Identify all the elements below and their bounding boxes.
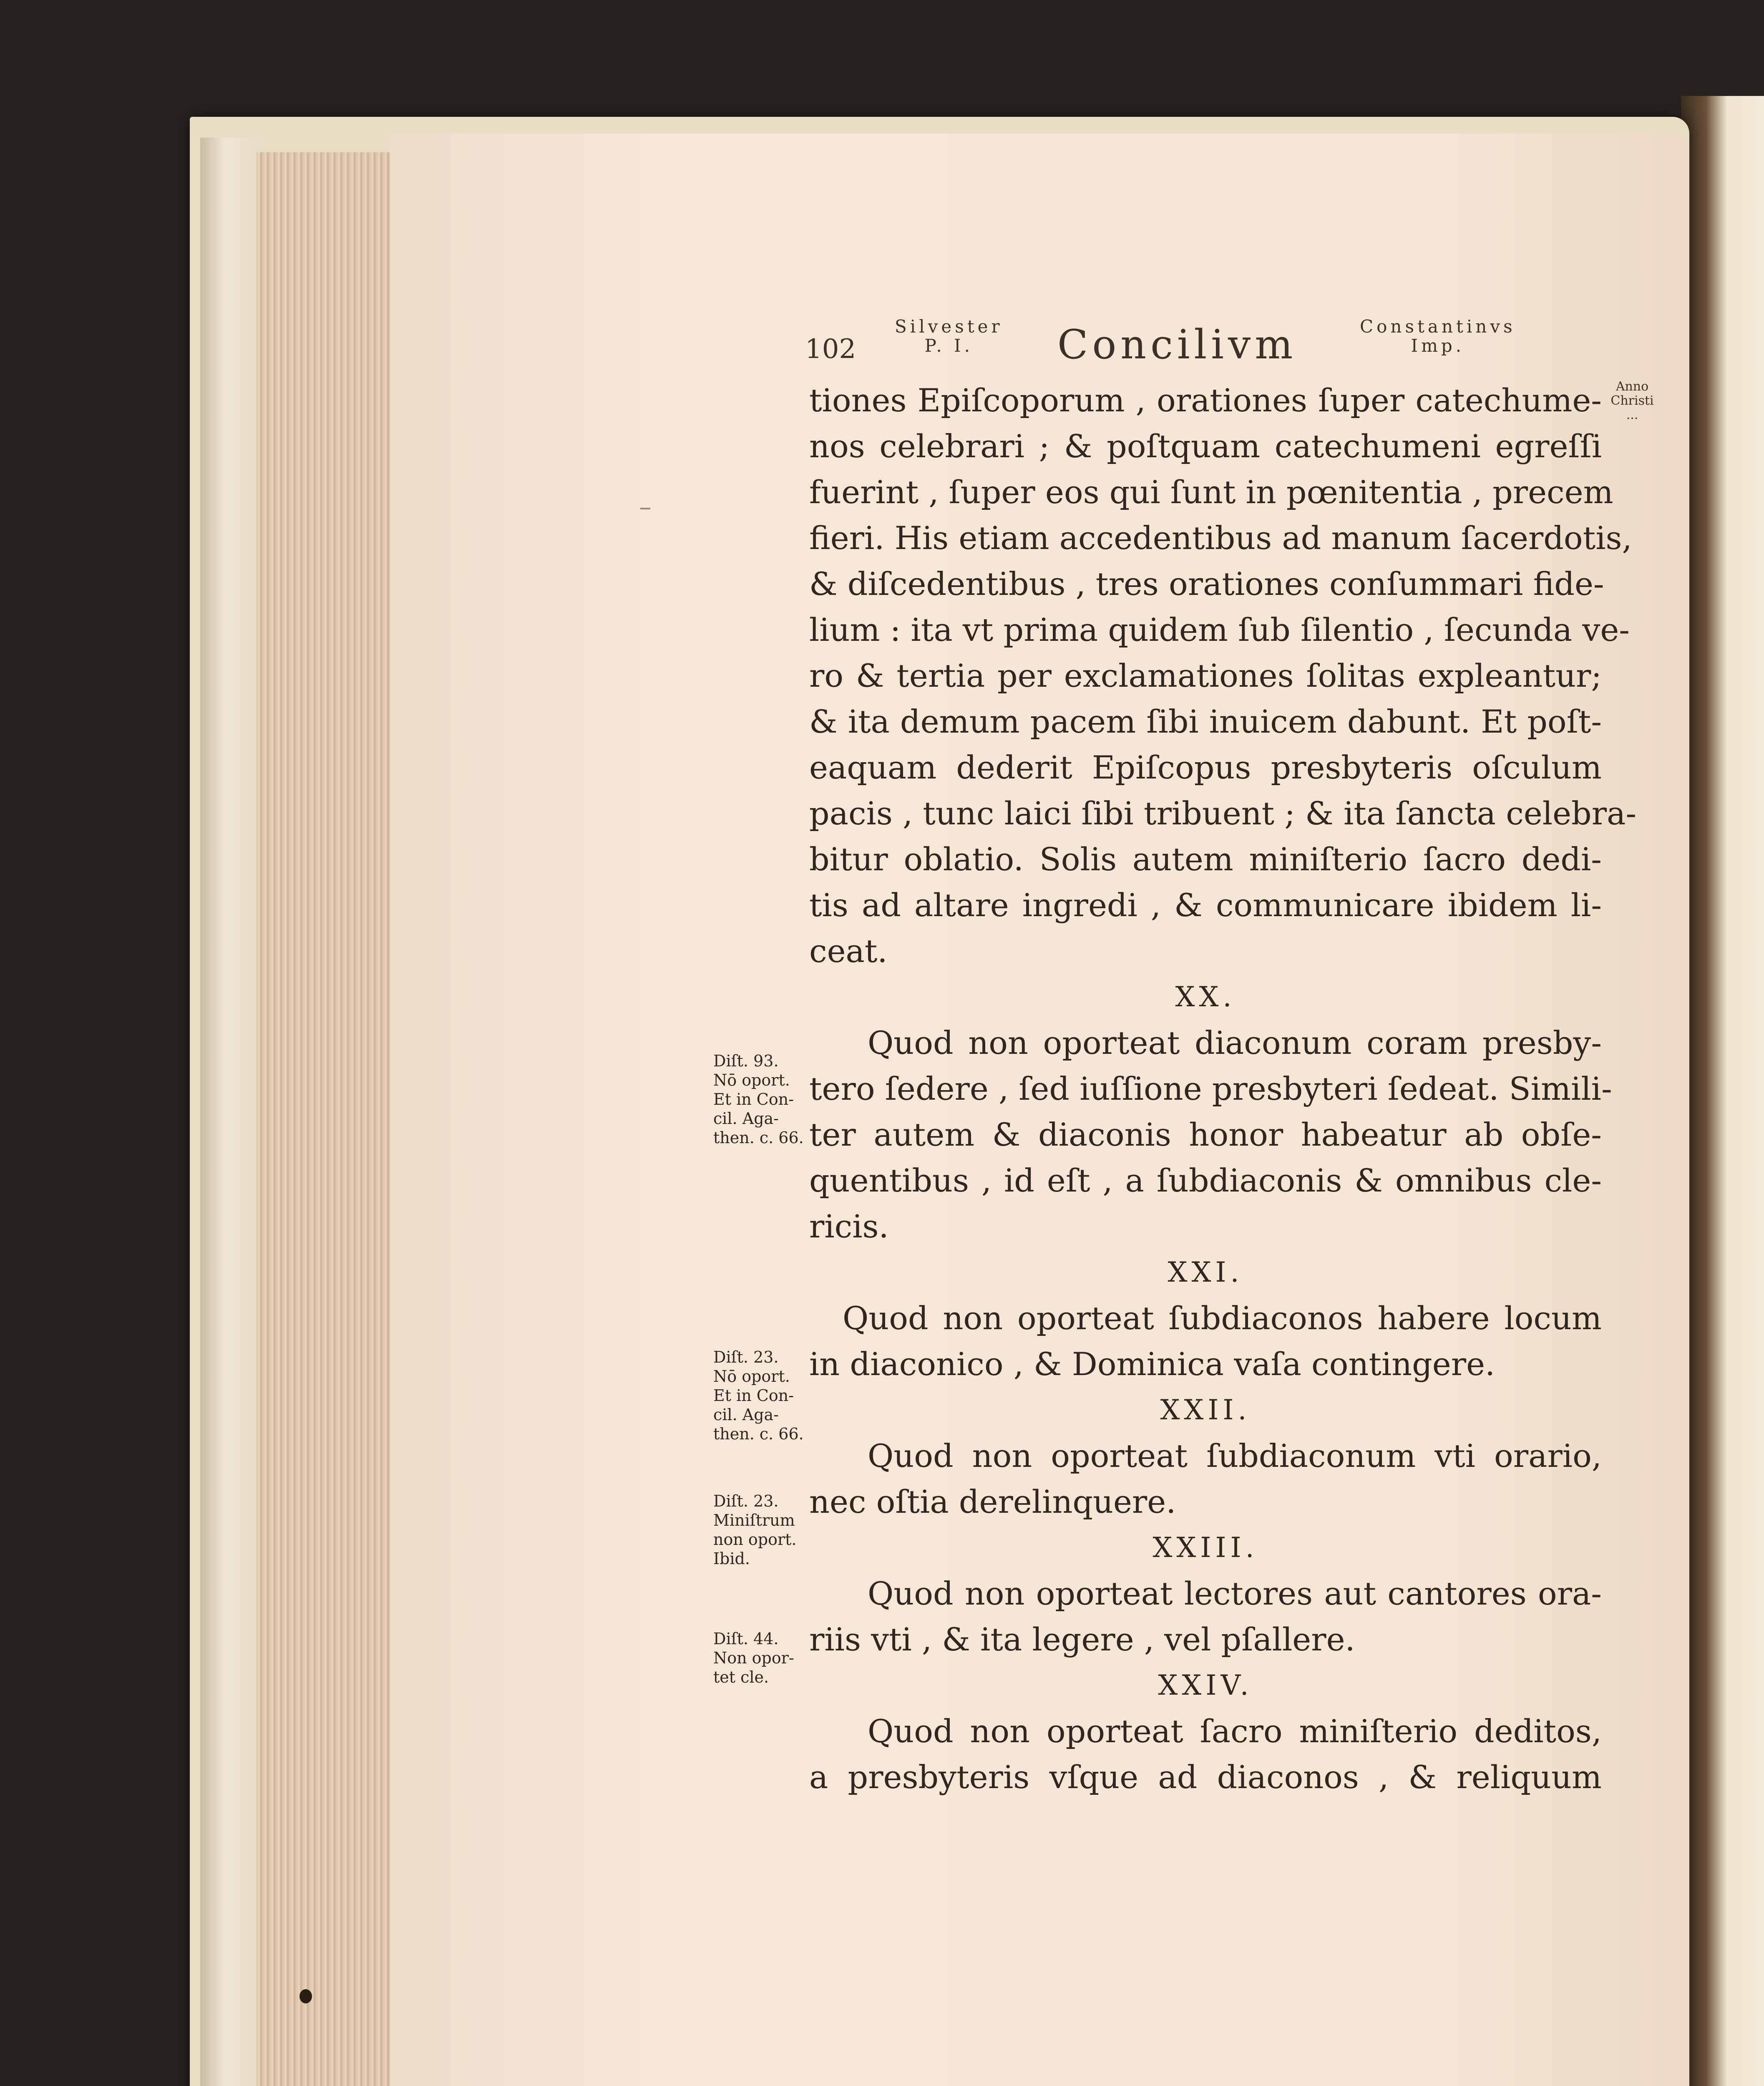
head-right-line2: Imp. — [1411, 335, 1465, 356]
head-title: Concilivm — [1057, 321, 1297, 368]
text-line: fuerint , ſuper eos qui ſunt in pœnitentia , precem — [809, 474, 1613, 511]
canon-22-line: nec oſtia derelinquere. — [809, 1483, 1176, 1520]
canon-20-line: ricis. — [809, 1208, 889, 1245]
margin-note-line: Ibid. — [713, 1549, 750, 1568]
margin-mark — [640, 508, 650, 509]
head-left — [895, 317, 1003, 355]
margin-note-line: non oport. — [713, 1530, 797, 1549]
canon-24-line: Quod non oporteat ſacro miniſterio deditos, — [868, 1713, 1602, 1750]
canon-20-line: tero ſedere , ſed iuſſione presbyteri ſedeat. Simili- — [809, 1070, 1612, 1107]
canon-23-line: riis vti , & ita legere , vel pſallere. — [809, 1621, 1355, 1658]
text-line: ceat. — [809, 932, 888, 970]
text-line: & ita demum pacem ſibi inuicem dabunt. Et poſt- — [809, 703, 1602, 740]
text-line: ro & tertia per exclamationes ſolitas expleantur; — [809, 657, 1602, 694]
canon-23-line: Quod non oporteat lectores aut cantores ora- — [868, 1575, 1602, 1612]
margin-note-line: Diſt. 93. — [713, 1052, 779, 1070]
margin-note-line: Diſt. 44. — [713, 1630, 779, 1648]
text-line: lium : ita vt prima quidem ſub ſilentio , ſecunda ve- — [809, 611, 1630, 648]
margin-note-line: Et in Con- — [713, 1090, 794, 1109]
margin-note-line: Nō oport. — [713, 1071, 790, 1089]
text-line: tiones Epiſcoporum , orationes ſuper catechume- — [809, 382, 1602, 419]
page-block-edges — [257, 152, 390, 2086]
canon-20-line: ter autem & diaconis honor habeatur ab obſe- — [809, 1116, 1602, 1153]
head-left-line1: Silvester — [895, 316, 1003, 337]
head-right-line1: Constantinvs — [1360, 316, 1516, 337]
text-line: tis ad altare ingredi , & communicare ibidem li- — [809, 887, 1602, 924]
margin-note-line: cil. Aga- — [713, 1406, 779, 1424]
anno-christi-note — [1609, 380, 1655, 422]
margin-note-3 — [713, 1491, 809, 1568]
canon-24-line: a presbyteris vſque ad diaconos , & reliquum — [809, 1758, 1602, 1796]
ink-speck — [299, 1989, 312, 2003]
page-number: 102 — [805, 334, 856, 365]
canon-21-line: Quod non oporteat ſubdiaconos habere locum — [843, 1300, 1602, 1337]
text-line: pacis , tunc laici ſibi tribuent ; & ita ſancta celebra- — [809, 795, 1637, 832]
margin-note-line: Non opor- — [713, 1649, 794, 1667]
margin-note-1 — [713, 1051, 809, 1147]
canon-number-23: XXIII. — [1153, 1532, 1258, 1564]
canon-20-line: Quod non oporteat diaconum coram presby- — [868, 1024, 1602, 1061]
text-line: fieri. His etiam accedentibus ad manum ſacerdotis, — [809, 519, 1632, 557]
head-left-line2: P. I. — [924, 335, 973, 356]
vellum-binding-edge — [200, 138, 263, 2086]
anno-line1: Anno — [1616, 379, 1649, 394]
canon-number-20: XX. — [1175, 981, 1236, 1013]
margin-note-line: tet cle. — [713, 1668, 769, 1686]
margin-note-line: Miniſtrum — [713, 1511, 795, 1529]
margin-note-line: cil. Aga- — [713, 1109, 779, 1128]
margin-note-4 — [713, 1629, 809, 1687]
canon-number-22: XXII. — [1160, 1394, 1251, 1426]
canon-20-line: quentibus , id eſt , a ſubdiaconis & omnibus cle- — [809, 1162, 1602, 1199]
canon-22-line: Quod non oporteat ſubdiaconum vti orario, — [868, 1437, 1602, 1474]
margin-note-line: then. c. 66. — [713, 1129, 804, 1147]
margin-note-2 — [713, 1348, 809, 1444]
canon-21-line: in diaconico , & Dominica vaſa contingere. — [809, 1345, 1495, 1383]
anno-line3: ... — [1626, 408, 1638, 422]
canon-number-24: XXIV. — [1158, 1669, 1253, 1701]
head-right — [1360, 317, 1516, 355]
running-head — [805, 317, 1606, 375]
margin-note-line: Et in Con- — [713, 1386, 794, 1405]
text-line: & diſcedentibus , tres orationes conſummari fide- — [809, 565, 1604, 602]
text-line: eaquam dederit Epiſcopus presbyteris oſculum — [809, 749, 1602, 786]
anno-line2: Christi — [1610, 393, 1654, 408]
text-line: bitur oblatio. Solis autem miniſterio ſacro dedi- — [809, 841, 1602, 878]
facing-page-edge — [1681, 96, 1764, 2086]
text-line: nos celebrari ; & poſtquam catechumeni egreſſi — [809, 428, 1602, 465]
margin-note-line: Diſt. 23. — [713, 1492, 779, 1510]
margin-note-line: Nō oport. — [713, 1367, 790, 1386]
margin-note-line: Diſt. 23. — [713, 1348, 779, 1366]
canon-number-21: XXI. — [1168, 1256, 1243, 1288]
margin-note-line: then. c. 66. — [713, 1425, 804, 1443]
